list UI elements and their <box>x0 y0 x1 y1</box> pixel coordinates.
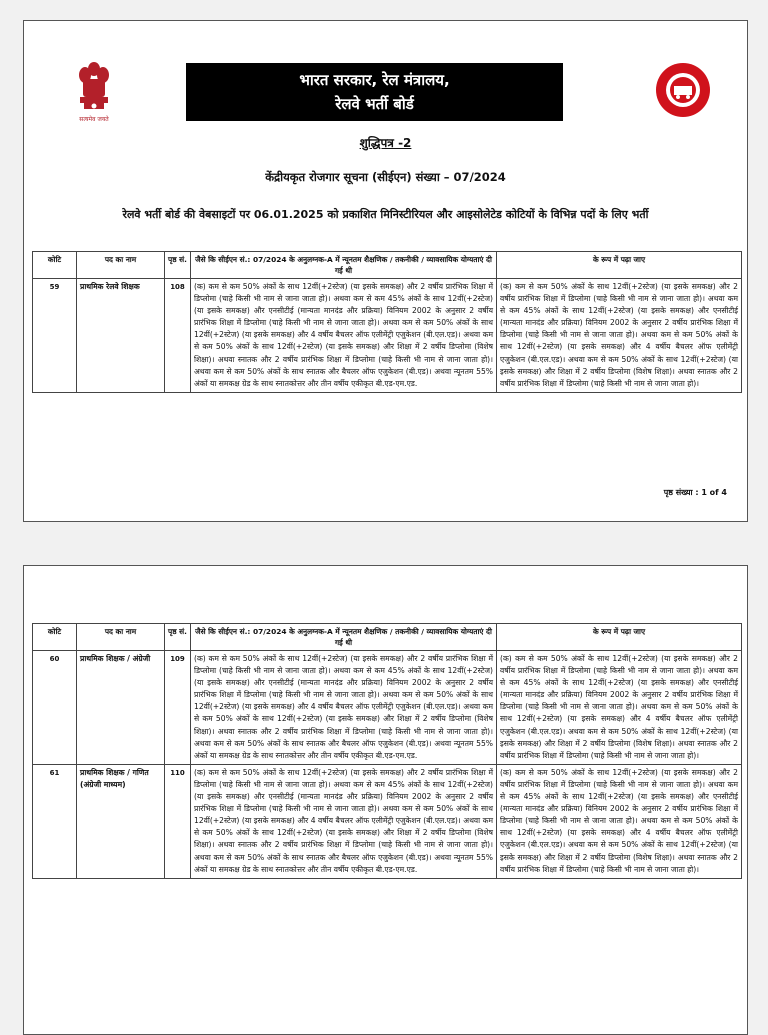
row-post: प्राथमिक शिक्षक / गणित (अंग्रेजी माध्यम) <box>77 764 165 878</box>
document-page-2 <box>23 565 748 1035</box>
header-banner <box>186 63 563 121</box>
header-code: कोटि <box>33 252 77 279</box>
banner-line-2: रेलवे भर्ती बोर्ड <box>335 95 414 113</box>
row-page: 110 <box>165 764 191 878</box>
row-as-published: (क) कम से कम 50% अंकों के साथ 12वीं(+2स्टेज) (या इसके समकक्ष) और 2 वर्षीय प्रारंभिक शिक्षा में डिप्लोमा (चाहे किसी भी नाम से जाना जाता हो)। अथवा कम से कम 45% अंकों के साथ 12वीं(+2स्टेज) (या इसके समकक्ष) और एनसीटीई (मान्यता मानदंड और प्रक्रिया) विनियम 2002 के अनुसार 2 वर्षीय प्रारंभिक शिक्षा में डिप्लोमा (चाहे किसी भी नाम से जाना जाता हो)। अथवा कम से कम 50% अंकों के साथ 12वीं(+2स्टेज) (या इसके समकक्ष) और 4 वर्षीय बैचलर ऑफ एलीमेंट्री एजुकेशन (बी.एल.एड)। अथवा कम से कम 50% अंकों के साथ 12वीं(+2स्टेज) (या इसके समकक्ष) और शिक्षा में 2 वर्षीय डिप्लोमा (विशेष शिक्षा)। अथवा स्नातक और 2 वर्षीय प्रारंभिक शिक्षा में डिप्लोमा (चाहे किसी भी नाम से जाना जाता हो)। अथवा कम से कम 50% अंकों के साथ स्नातक और बैचलर ऑफ एजुकेशन (बी.एड)। अथवा न्यूनतम 55% अंकों या समकक्ष ग्रेड के साथ स्नातकोत्तर और तीन वर्षीय एकीकृत बी.एड-एम.एड. <box>191 279 497 393</box>
row-post: प्राथमिक रेलवे शिक्षक <box>77 279 165 393</box>
header-code: कोटि <box>33 624 77 651</box>
row-post: प्राथमिक शिक्षक / अंग्रेजी <box>77 651 165 765</box>
cen-number: केंद्रीयकृत रोजगार सूचना (सीईएन) संख्या – 07/2024 <box>265 170 506 184</box>
recruitment-line: रेलवे भर्ती बोर्ड की वेबसाइटों पर 06.01.2025 को प्रकाशित मिनिस्टीरियल और आइसोलेटेड कोटियों के विभिन्न पदों के लिए भर्ती <box>122 208 649 221</box>
header-page: पृष्ठ सं. <box>165 624 191 651</box>
table-row <box>33 279 742 393</box>
corrigendum-table <box>32 251 742 393</box>
banner-line-1: भारत सरकार, रेल मंत्रालय, <box>299 71 450 89</box>
row-code: 61 <box>33 764 77 878</box>
national-emblem-icon <box>74 59 114 137</box>
row-read-as: (क) कम से कम 50% अंकों के साथ 12वीं(+2स्टेज) (या इसके समकक्ष) और 2 वर्षीय प्रारंभिक शिक्षा में डिप्लोमा (चाहे किसी भी नाम से जाना जाता हो)। अथवा कम से कम 45% अंकों के साथ 12वीं(+2स्टेज) (या इसके समकक्ष) और एनसीटीई (मान्यता मानदंड और प्रक्रिया) विनियम 2002 के अनुसार 2 वर्षीय प्रारंभिक शिक्षा में डिप्लोमा (चाहे किसी भी नाम से जाना जाता हो)। अथवा कम से कम 50% अंकों के साथ 12वीं(+2स्टेज) (या इसके समकक्ष) और 4 वर्षीय बैचलर ऑफ एलीमेंट्री एजुकेशन (बी.एल.एड)। अथवा कम से कम 50% अंकों के साथ 12वीं(+2स्टेज) (या इसके समकक्ष) और शिक्षा में 2 वर्षीय डिप्लोमा (विशेष शिक्षा)। अथवा स्नातक और 2 वर्षीय प्रारंभिक शिक्षा में डिप्लोमा (चाहे किसी भी नाम से जाना जाता हो)। <box>497 651 742 765</box>
emblem-motto: सत्यमेव जयते <box>79 116 109 123</box>
table-row <box>33 764 742 878</box>
row-as-published: (क) कम से कम 50% अंकों के साथ 12वीं(+2स्टेज) (या इसके समकक्ष) और 2 वर्षीय प्रारंभिक शिक्षा में डिप्लोमा (चाहे किसी भी नाम से जाना जाता हो)। अथवा कम से कम 45% अंकों के साथ 12वीं(+2स्टेज) (या इसके समकक्ष) और एनसीटीई (मान्यता मानदंड और प्रक्रिया) विनियम 2002 के अनुसार 2 वर्षीय प्रारंभिक शिक्षा में डिप्लोमा (चाहे किसी भी नाम से जाना जाता हो)। अथवा कम से कम 50% अंकों के साथ 12वीं(+2स्टेज) (या इसके समकक्ष) और 4 वर्षीय बैचलर ऑफ एलीमेंट्री एजुकेशन (बी.एल.एड)। अथवा कम से कम 50% अंकों के साथ 12वीं(+2स्टेज) (या इसके समकक्ष) और शिक्षा में 2 वर्षीय डिप्लोमा (विशेष शिक्षा)। अथवा स्नातक और 2 वर्षीय प्रारंभिक शिक्षा में डिप्लोमा (चाहे किसी भी नाम से जाना जाता हो)। अथवा कम से कम 50% अंकों के साथ स्नातक और बैचलर ऑफ एजुकेशन (बी.एड)। अथवा न्यूनतम 55% अंकों या समकक्ष ग्रेड के साथ स्नातकोत्तर और तीन वर्षीय एकीकृत बी.एड-एम.एड. <box>191 764 497 878</box>
table-header-row <box>33 252 742 279</box>
header-read-as: के रूप में पढ़ा जाए <box>497 252 742 279</box>
header-post: पद का नाम <box>77 624 165 651</box>
row-page: 109 <box>165 651 191 765</box>
indian-railways-logo-icon <box>654 61 712 119</box>
table-header-row <box>33 624 742 651</box>
row-code: 59 <box>33 279 77 393</box>
page-number: पृष्ठ संख्या : 1 of 4 <box>663 488 727 497</box>
header-as-published: जैसे कि सीईएन सं.: 07/2024 के अनुलग्नक-A में न्यूनतम शैक्षणिक / तकनीकी / व्यावसायिक योग्यताएं दी गई थी <box>191 252 497 279</box>
header-as-published: जैसे कि सीईएन सं.: 07/2024 के अनुलग्नक-A में न्यूनतम शैक्षणिक / तकनीकी / व्यावसायिक योग्यताएं दी गई थी <box>191 624 497 651</box>
row-as-published: (क) कम से कम 50% अंकों के साथ 12वीं(+2स्टेज) (या इसके समकक्ष) और 2 वर्षीय प्रारंभिक शिक्षा में डिप्लोमा (चाहे किसी भी नाम से जाना जाता हो)। अथवा कम से कम 45% अंकों के साथ 12वीं(+2स्टेज) (या इसके समकक्ष) और एनसीटीई (मान्यता मानदंड और प्रक्रिया) विनियम 2002 के अनुसार 2 वर्षीय प्रारंभिक शिक्षा में डिप्लोमा (चाहे किसी भी नाम से जाना जाता हो)। अथवा कम से कम 50% अंकों के साथ 12वीं(+2स्टेज) (या इसके समकक्ष) और 4 वर्षीय बैचलर ऑफ एलीमेंट्री एजुकेशन (बी.एल.एड)। अथवा कम से कम 50% अंकों के साथ 12वीं(+2स्टेज) (या इसके समकक्ष) और शिक्षा में 2 वर्षीय डिप्लोमा (विशेष शिक्षा)। अथवा स्नातक और 2 वर्षीय प्रारंभिक शिक्षा में डिप्लोमा (चाहे किसी भी नाम से जाना जाता हो)। अथवा कम से कम 50% अंकों के साथ स्नातक और बैचलर ऑफ एजुकेशन (बी.एड)। अथवा न्यूनतम 55% अंकों या समकक्ष ग्रेड के साथ स्नातकोत्तर और तीन वर्षीय एकीकृत बी.एड-एम.एड. <box>191 651 497 765</box>
corrigendum-table-continued <box>32 623 742 879</box>
header-post: पद का नाम <box>77 252 165 279</box>
document-page-1 <box>23 20 748 522</box>
table-row <box>33 651 742 765</box>
header-read-as: के रूप में पढ़ा जाए <box>497 624 742 651</box>
row-code: 60 <box>33 651 77 765</box>
row-read-as: (क) कम से कम 50% अंकों के साथ 12वीं(+2स्टेज) (या इसके समकक्ष) और 2 वर्षीय प्रारंभिक शिक्षा में डिप्लोमा (चाहे किसी भी नाम से जाना जाता हो)। अथवा कम से कम 45% अंकों के साथ 12वीं(+2स्टेज) (या इसके समकक्ष) और एनसीटीई (मान्यता मानदंड और प्रक्रिया) विनियम 2002 के अनुसार 2 वर्षीय प्रारंभिक शिक्षा में डिप्लोमा (चाहे किसी भी नाम से जाना जाता हो)। अथवा कम से कम 50% अंकों के साथ 12वीं(+2स्टेज) (या इसके समकक्ष) और 4 वर्षीय बैचलर ऑफ एलीमेंट्री एजुकेशन (बी.एल.एड)। अथवा कम से कम 50% अंकों के साथ 12वीं(+2स्टेज) (या इसके समकक्ष) और शिक्षा में 2 वर्षीय डिप्लोमा (विशेष शिक्षा)। अथवा स्नातक और 2 वर्षीय प्रारंभिक शिक्षा में डिप्लोमा (चाहे किसी भी नाम से जाना जाता हो)। <box>497 279 742 393</box>
row-page: 108 <box>165 279 191 393</box>
corrigendum-title: शुद्धिपत्र -2 <box>359 136 412 150</box>
header-page: पृष्ठ सं. <box>165 252 191 279</box>
row-read-as: (क) कम से कम 50% अंकों के साथ 12वीं(+2स्टेज) (या इसके समकक्ष) और 2 वर्षीय प्रारंभिक शिक्षा में डिप्लोमा (चाहे किसी भी नाम से जाना जाता हो)। अथवा कम से कम 45% अंकों के साथ 12वीं(+2स्टेज) (या इसके समकक्ष) और एनसीटीई (मान्यता मानदंड और प्रक्रिया) विनियम 2002 के अनुसार 2 वर्षीय प्रारंभिक शिक्षा में डिप्लोमा (चाहे किसी भी नाम से जाना जाता हो)। अथवा कम से कम 50% अंकों के साथ 12वीं(+2स्टेज) (या इसके समकक्ष) और 4 वर्षीय बैचलर ऑफ एलीमेंट्री एजुकेशन (बी.एल.एड)। अथवा कम से कम 50% अंकों के साथ 12वीं(+2स्टेज) (या इसके समकक्ष) और शिक्षा में 2 वर्षीय डिप्लोमा (विशेष शिक्षा)। अथवा स्नातक और 2 वर्षीय प्रारंभिक शिक्षा में डिप्लोमा (चाहे किसी भी नाम से जाना जाता हो)। <box>497 764 742 878</box>
